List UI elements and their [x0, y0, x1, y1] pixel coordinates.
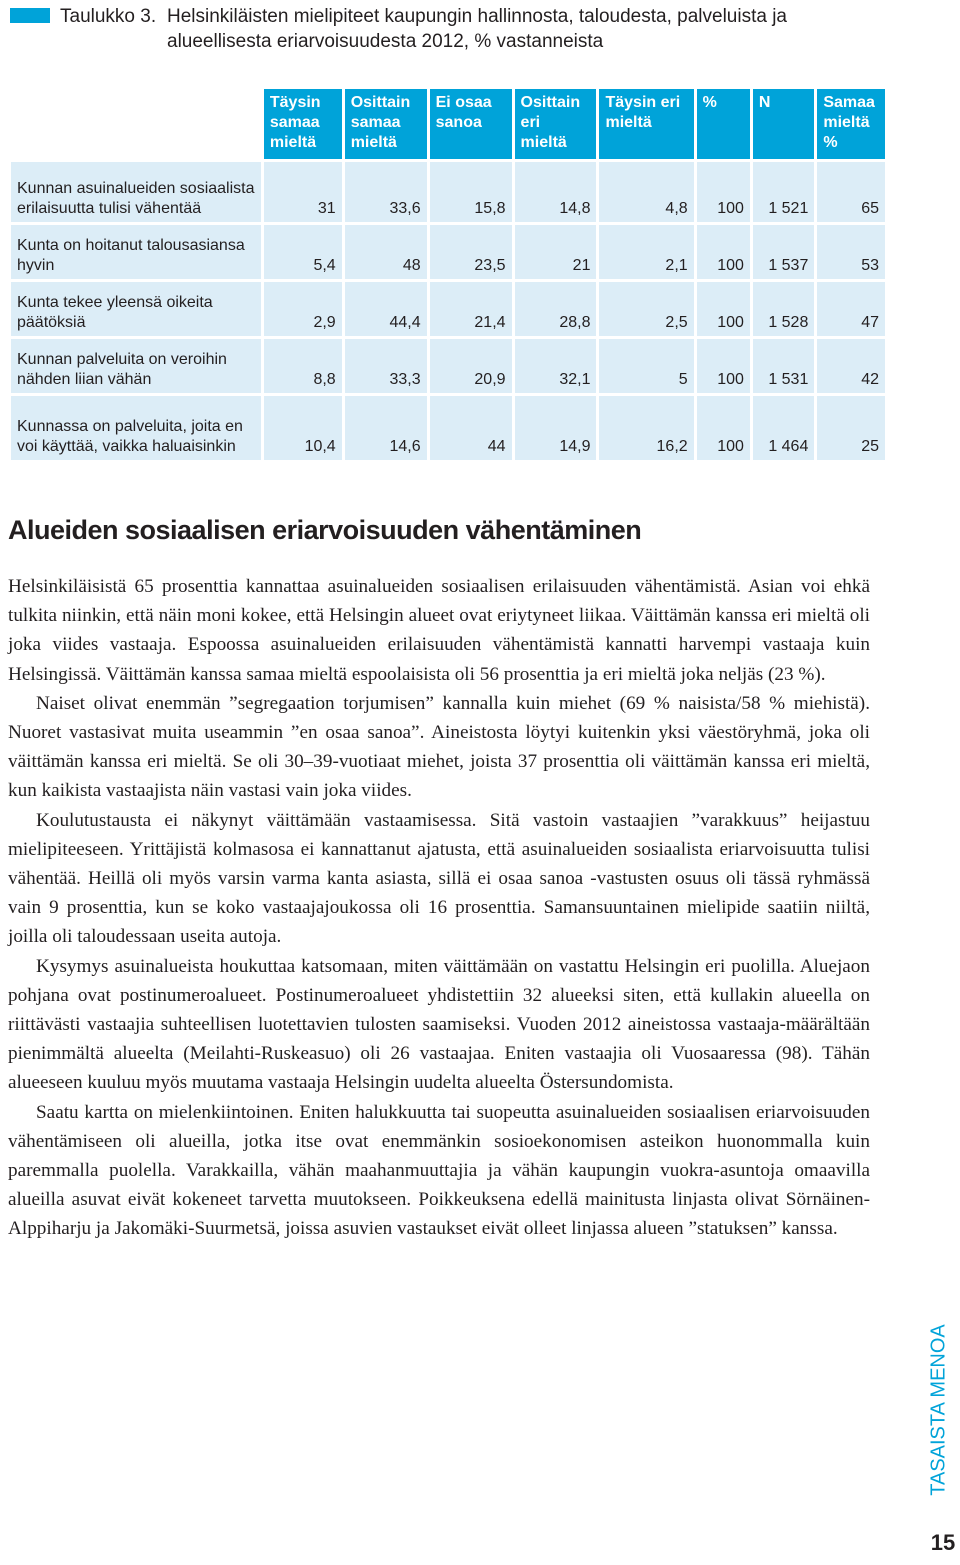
paragraph: Naiset olivat enemmän ”segregaation torjumisen” kannalla kuin miehet (69 % naisista/58 % miehistä). Nuoret vastasivat muita useammin ”en osaa sanoa”. Aineistosta löytyi kuitenkin yksi väestöryhmä, joka oli väittämän kanssa eri mieltä. Se oli 30–39-vuotiaat miehet, joista 37 prosenttia oli väittämän kanssa eri mieltä, kun kaikista vastaajista näin vastasi vain joka viides. [8, 692, 870, 802]
paragraph: Helsinkiläisistä 65 prosenttia kannattaa asuinalueiden sosiaalisen erilaisuuden vähentämistä. Asian voi ehkä tulkita niinkin, että näin moni kokee, että Helsingin alueet ovat eriytyneet liikaa. Väittämän kanssa eri mieltä oli joka viides vastaaja. Espoossa asuinalueiden erilaisuuden vähentämistä kannatti harvempi vastaaja kuin Helsingissä. Väittämän kanssa samaa mieltä espoolaisista oli 56 prosenttia ja eri mieltä joka neljäs (23 %). [8, 576, 870, 685]
table-cell: 14,8 [515, 162, 597, 222]
table-cell: 5 [599, 339, 693, 393]
table-cell: 8,8 [264, 339, 342, 393]
row-label: Kunta tekee yleensä oikeita päätöksiä [11, 282, 261, 336]
paragraph: Saatu kartta on mielenkiintoinen. Eniten halukkuutta tai suopeutta asuinalueiden sosiaalisen eriarvoisuuden vähentämiseen oli alueilla, jotka itse ovat enemmänkin sosioekonomisen asteikon huonommalla kuin paremmalla puolella. Varakkailla, vähän maahanmuuttajia ja vähän kaupungin vuokra-asuntoja omaavilla alueilla asuvat eivät kokeneet tarvetta muutokseen. Poikkeuksena edellä mainitusta linjasta olivat Sörnäinen-Alppiharju ja Jakomäki-Suurmetsä, joissa asuvien vastaukset eivät olleet linjassa alueen ”statuksen” kanssa. [8, 1101, 870, 1240]
table-cell: 16,2 [599, 396, 693, 460]
table-cell: 20,9 [430, 339, 512, 393]
table-cell: 44,4 [345, 282, 427, 336]
caption-text: Helsinkiläisten mielipiteet kaupungin hallinnosta, taloudesta, palveluista ja alueellisesta eriarvoisuudesta 2012, % vastanneista [167, 6, 787, 52]
table-cell: 53 [817, 225, 885, 279]
page-number: 15 [930, 1530, 956, 1555]
header-cell: Samaa mieltä % [817, 89, 885, 159]
table-row [11, 339, 885, 393]
table-row [11, 225, 885, 279]
table-cell: 65 [817, 162, 885, 222]
table-cell: 1 464 [753, 396, 814, 460]
side-label [924, 1300, 954, 1520]
table-cell: 47 [817, 282, 885, 336]
header-blank-cell [11, 89, 261, 159]
table-row [11, 282, 885, 336]
row-label: Kunta on hoitanut talousasiansa hyvin [11, 225, 261, 279]
table-cell: 1 537 [753, 225, 814, 279]
table-cell: 1 521 [753, 162, 814, 222]
table-cell: 33,6 [345, 162, 427, 222]
header-cell: Osittain eri mieltä [515, 89, 597, 159]
section-heading: Alueiden sosiaalisen eriarvoisuuden vähentäminen [8, 515, 642, 545]
side-label-text: TASAISTA MENOA [927, 1324, 950, 1496]
table-cell: 15,8 [430, 162, 512, 222]
table-cell: 10,4 [264, 396, 342, 460]
table-cell: 100 [697, 396, 750, 460]
table-cell: 4,8 [599, 162, 693, 222]
table-cell: 100 [697, 225, 750, 279]
body-text [8, 572, 870, 1244]
row-label: Kunnan asuinalueiden sosiaalista erilaisuutta tulisi vähentää [11, 162, 261, 222]
table-cell: 2,9 [264, 282, 342, 336]
caption-marker [10, 8, 50, 23]
table-row [11, 396, 885, 460]
table-cell: 42 [817, 339, 885, 393]
table-header-row [11, 89, 885, 159]
table-cell: 28,8 [515, 282, 597, 336]
table-cell: 48 [345, 225, 427, 279]
header-cell: Ei osaa sanoa [430, 89, 512, 159]
opinion-table [8, 86, 888, 463]
table-cell: 2,1 [599, 225, 693, 279]
paragraph: Koulutustausta ei näkynyt väittämään vastaamisessa. Sitä vastoin vastaajien ”varakkuus” heijastuu mielipiteeseen. Yrittäjistä kolmasosa ei kannattanut ajatusta, että asuinalueiden sosiaalista eriarvoisuutta tulisi vähentää. Heillä oli myös varsin varma kanta asiasta, sillä ei osaa sanoa -vastusten osuus oli tässä ryhmässä vain 9 prosenttia, kun se koko vastaajajoukossa oli 16 prosenttia. Samansuuntainen mielipide saatiin niiltä, joilla oli taloudessaan useita autoja. [8, 809, 870, 948]
table-cell: 33,3 [345, 339, 427, 393]
table-cell: 14,9 [515, 396, 597, 460]
table-cell: 21,4 [430, 282, 512, 336]
table-cell: 14,6 [345, 396, 427, 460]
table-cell: 100 [697, 282, 750, 336]
table-cell: 1 531 [753, 339, 814, 393]
table-cell: 100 [697, 339, 750, 393]
table-cell: 5,4 [264, 225, 342, 279]
header-cell: % [697, 89, 750, 159]
table-cell: 25 [817, 396, 885, 460]
table-cell: 32,1 [515, 339, 597, 393]
header-cell: Osittain samaa mieltä [345, 89, 427, 159]
table-cell: 2,5 [599, 282, 693, 336]
header-cell: Täysin samaa mieltä [264, 89, 342, 159]
table-cell: 21 [515, 225, 597, 279]
row-label: Kunnan palveluita on veroihin nähden liian vähän [11, 339, 261, 393]
table-cell: 100 [697, 162, 750, 222]
table-cell: 31 [264, 162, 342, 222]
header-cell: N [753, 89, 814, 159]
caption-label: Taulukko 3. [60, 6, 157, 27]
table-cell: 23,5 [430, 225, 512, 279]
row-label: Kunnassa on palveluita, joita en voi käyttää, vaikka haluaisinkin [11, 396, 261, 460]
paragraph: Kysymys asuinalueista houkuttaa katsomaan, miten väittämään on vastattu Helsingin eri puolilla. Aluejaon pohjana ovat postinumeroalueet. Postinumeroalueet yhdistettiin 32 alueeksi siten, että kullakin alueella on riittävästi vastaajia suhteellisen luotettavien tulosten saamiseksi. Vuoden 2012 aineistossa vastaaja-määrältään pienimmältä alueelta (Meilahti-Ruskeasuo) oli 26 vastaajaa. Eniten vastaajia oli Vuosaaressa (98). Tähän alueeseen kuuluu myös muutama vastaaja Helsingin uudelta alueelta Östersundomista. [8, 955, 870, 1094]
table-cell: 44 [430, 396, 512, 460]
table-cell: 1 528 [753, 282, 814, 336]
header-cell: Täysin eri mieltä [599, 89, 693, 159]
table-row [11, 162, 885, 222]
